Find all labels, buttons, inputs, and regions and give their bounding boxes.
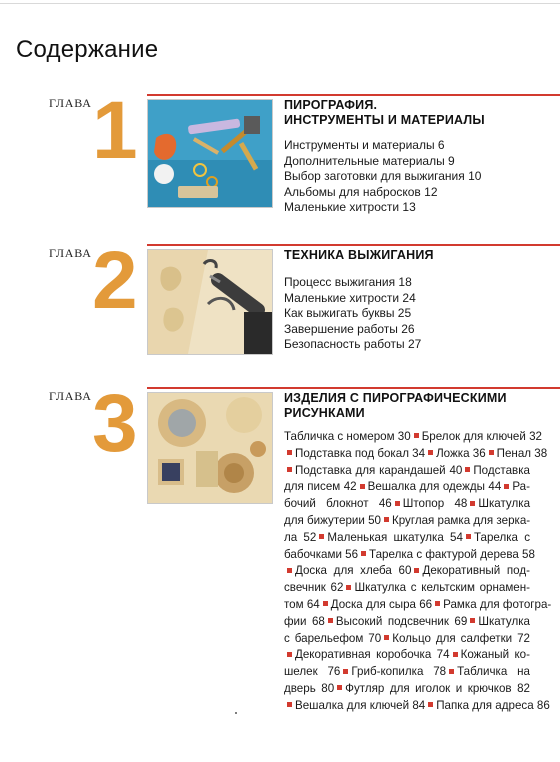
separator-square-icon <box>465 467 470 472</box>
toc-item[interactable]: Альбомы для набросков 12 <box>284 184 438 199</box>
separator-square-icon <box>428 450 433 455</box>
separator-square-icon <box>395 501 400 506</box>
separator-square-icon <box>323 601 328 606</box>
toc-item[interactable]: ла 52 <box>284 530 317 544</box>
separator-square-icon <box>489 450 494 455</box>
chapter-number: 2 <box>92 235 138 326</box>
toc-item[interactable]: Вешалка для ключей 84 <box>295 698 426 712</box>
toc-item[interactable]: том 64 <box>284 597 320 611</box>
chapter-title <box>284 98 534 128</box>
toc-item[interactable]: Шкатулка с кельтским орнамен- <box>354 581 531 595</box>
toc-item[interactable]: Тарелка с <box>473 530 530 544</box>
toc-item[interactable]: Декоративная коробочка 74 <box>295 648 450 662</box>
chapter-number: 1 <box>92 85 138 176</box>
toc-line <box>284 563 530 580</box>
chapter-label: ГЛАВА <box>49 96 92 110</box>
toc-line <box>284 614 530 631</box>
toc-item[interactable]: Подставка <box>473 463 530 477</box>
page-dot <box>235 712 237 714</box>
chapter-items <box>284 429 552 715</box>
toc-line <box>284 513 530 530</box>
chapter-photo <box>147 392 273 504</box>
toc-item[interactable]: для бижутерии 50 <box>284 513 381 527</box>
separator-square-icon <box>337 685 342 690</box>
top-rule <box>0 3 560 4</box>
toc-item[interactable]: Кожаный ко- <box>460 648 530 662</box>
toc-item[interactable]: Маленькие хитрости 13 <box>284 200 416 214</box>
toc-item[interactable]: с барельефом 70 <box>284 631 382 645</box>
chapter-number: 3 <box>92 378 138 469</box>
separator-square-icon <box>449 669 454 674</box>
toc-line <box>284 681 530 698</box>
toc-item[interactable]: Подставка для карандашей 40 <box>295 463 463 477</box>
toc-item[interactable]: Круглая рамка для зерка- <box>391 513 531 527</box>
toc-line <box>284 530 530 547</box>
chapter-photo <box>147 249 273 355</box>
toc-line <box>284 496 530 513</box>
toc-item[interactable]: Безопасность работы 27 <box>284 337 422 351</box>
toc-item[interactable]: Штопор 48 <box>402 497 468 511</box>
toc-item[interactable]: Шкатулка <box>478 497 531 511</box>
toc-item[interactable]: Гриб-копилка 78 <box>351 665 447 679</box>
separator-square-icon <box>504 484 509 489</box>
toc-item[interactable]: Ложка 36 <box>436 446 486 460</box>
chapter-title <box>284 248 534 263</box>
toc-item[interactable]: Табличка на <box>457 665 530 679</box>
toc-item[interactable]: Инструменты и материалы 6 <box>284 138 445 152</box>
chapter-text <box>284 98 534 216</box>
toc-item[interactable]: Завершение работы 26 <box>284 321 415 336</box>
toc-item[interactable]: для писем 42 <box>284 480 357 494</box>
separator-square-icon <box>414 568 419 573</box>
chapter-title-line: РИСУНКАМИ <box>284 406 365 420</box>
separator-square-icon <box>361 551 366 556</box>
separator-square-icon <box>360 484 365 489</box>
toc-line <box>284 631 530 648</box>
toc-item[interactable]: Кольцо для салфетки 72 <box>392 631 530 645</box>
separator-square-icon <box>287 702 292 707</box>
toc-line <box>284 647 530 664</box>
chapter-title <box>284 391 534 421</box>
chapter-label: ГЛАВА <box>49 389 92 403</box>
separator-square-icon <box>453 652 458 657</box>
toc-item[interactable]: Дополнительные материалы 9 <box>284 153 455 168</box>
separator-square-icon <box>384 635 389 640</box>
toc-item[interactable]: Вешалка для одежды 44 <box>367 480 502 494</box>
chapter-photo <box>147 99 273 208</box>
toc-item[interactable]: Тарелка с фактурой дерева 58 <box>369 547 535 561</box>
toc-item[interactable]: Доска для сыра 66 <box>330 597 433 611</box>
separator-square-icon <box>287 652 292 657</box>
toc-item[interactable]: Как выжигать буквы 25 <box>284 306 412 320</box>
toc-item[interactable]: Маленькая шкатулка 54 <box>327 530 463 544</box>
toc-line <box>284 547 535 564</box>
separator-square-icon <box>470 501 475 506</box>
separator-square-icon <box>466 534 471 539</box>
toc-item[interactable]: бочий блокнот 46 <box>284 497 392 511</box>
page-title: Содержание <box>16 36 159 63</box>
toc-item[interactable]: Подставка под бокал 34 <box>295 446 426 460</box>
separator-square-icon <box>346 585 351 590</box>
separator-square-icon <box>328 618 333 623</box>
toc-line <box>284 597 552 614</box>
toc-item[interactable]: Процесс выжигания 18 <box>284 275 412 289</box>
chapter-text <box>284 248 534 353</box>
toc-item[interactable]: Брелок для ключей 32 <box>421 430 542 443</box>
chapter-title-line: ИЗДЕЛИЯ С ПИРОГРАФИЧЕСКИМИ <box>284 391 507 405</box>
chapter-title-line: ИНСТРУМЕНТЫ И МАТЕРИАЛЫ <box>284 113 485 127</box>
toc-line <box>284 429 542 446</box>
chapter-label: ГЛАВА <box>49 246 92 260</box>
chapter-text <box>284 391 552 715</box>
separator-square-icon <box>287 568 292 573</box>
toc-item[interactable]: свечник 62 <box>284 581 344 595</box>
toc-item[interactable]: Пенал 38 <box>496 446 548 460</box>
separator-square-icon <box>319 534 324 539</box>
separator-square-icon <box>414 433 419 438</box>
toc-line <box>284 446 548 463</box>
chapter-rule <box>147 94 560 96</box>
separator-square-icon <box>428 702 433 707</box>
toc-item[interactable]: Ра- <box>512 480 530 494</box>
toc-item[interactable]: Табличка с номером 30 <box>284 430 411 443</box>
separator-square-icon <box>287 467 292 472</box>
toc-line <box>284 479 530 496</box>
toc-item[interactable]: Маленькие хитрости 24 <box>284 290 416 305</box>
chapter-rule <box>147 244 560 246</box>
toc-item[interactable]: дверь 80 <box>284 681 335 695</box>
toc-item[interactable]: Декоративный под- <box>422 564 530 578</box>
separator-square-icon <box>470 618 475 623</box>
toc-line <box>284 664 530 681</box>
chapter-title-line: ПИРОГРАФИЯ. <box>284 98 378 112</box>
separator-square-icon <box>343 669 348 674</box>
separator-square-icon <box>287 450 292 455</box>
separator-square-icon <box>435 601 440 606</box>
toc-line <box>284 580 530 597</box>
toc-line <box>284 463 530 480</box>
toc-item[interactable]: Рамка для фотогра- <box>443 597 552 611</box>
toc-item[interactable]: Выбор заготовки для выжигания 10 <box>284 169 482 183</box>
separator-square-icon <box>384 517 389 522</box>
toc-item[interactable]: Доска для хлеба 60 <box>295 564 412 578</box>
chapter-items <box>284 138 534 216</box>
toc-item[interactable]: фии 68 <box>284 614 325 628</box>
toc-item[interactable]: Футляр для иголок и крючков 82 <box>345 681 530 695</box>
toc-item[interactable]: шелек 76 <box>284 665 341 679</box>
toc-line <box>284 698 550 715</box>
chapter-rule <box>147 387 560 389</box>
toc-item[interactable]: Высокий подсвечник 69 <box>335 614 468 628</box>
toc-item[interactable]: Шкатулка <box>478 614 530 628</box>
toc-item[interactable]: Папка для адреса 86 <box>436 698 550 712</box>
chapter-items <box>284 275 534 353</box>
chapter-title-line: ТЕХНИКА ВЫЖИГАНИЯ <box>284 248 434 262</box>
toc-item[interactable]: бабочками 56 <box>284 547 359 561</box>
